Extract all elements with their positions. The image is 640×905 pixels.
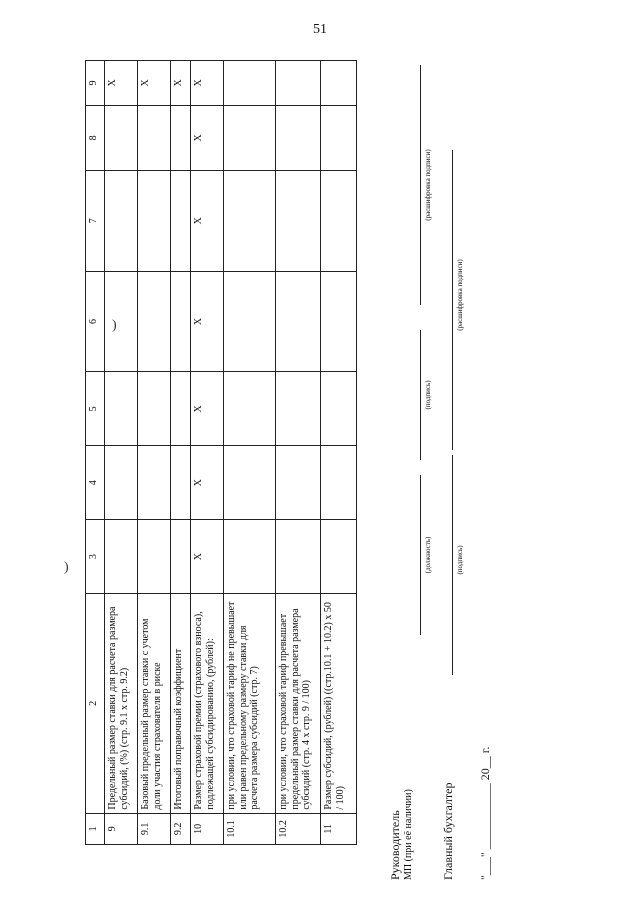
cell (171, 105, 191, 170)
cell: X (191, 520, 224, 594)
cell (105, 446, 138, 520)
cell (171, 446, 191, 520)
cell (224, 520, 276, 594)
table-row (105, 61, 138, 845)
cell (321, 446, 357, 520)
decode-line (420, 65, 421, 305)
cell (276, 61, 321, 106)
cell (321, 105, 357, 170)
cell: X (105, 61, 138, 106)
date-line: "___" ___________ 20__ г. (478, 746, 492, 880)
cell (171, 271, 191, 372)
row-number: 10.1 (224, 813, 276, 844)
table-row (276, 61, 321, 845)
cell (276, 170, 321, 271)
col-header: 6 (86, 271, 105, 372)
cell (138, 446, 171, 520)
table-row (191, 61, 224, 845)
cell (138, 105, 171, 170)
cell (138, 170, 171, 271)
cell (276, 105, 321, 170)
cell (321, 271, 357, 372)
cell (276, 520, 321, 594)
cell: X (191, 105, 224, 170)
row-number: 10 (191, 813, 224, 844)
cell (224, 61, 276, 106)
accountant-decode-line (452, 150, 453, 450)
cell (171, 170, 191, 271)
head-label: Руководитель (388, 810, 402, 880)
cell (276, 372, 321, 446)
cell (224, 372, 276, 446)
cell (224, 271, 276, 372)
cell: X (191, 271, 224, 372)
row-number: 9.2 (171, 813, 191, 844)
accountant-signature-line (452, 455, 453, 675)
row-text: при условии, что страховой тариф не превышает или равен предельному размеру ставки для расчета размера субсидий (стр. 7) (224, 594, 276, 814)
cell (321, 372, 357, 446)
col-header: 2 (86, 594, 105, 814)
row-text: Размер субсидий, (рублей) ((стр.10.1 + 10.2) х 50 / 100) (321, 594, 357, 814)
col-header: 5 (86, 372, 105, 446)
table-row (138, 61, 171, 845)
row-number: 9 (105, 813, 138, 844)
col-header: 4 (86, 446, 105, 520)
page-number: 51 (313, 22, 327, 37)
cell (105, 520, 138, 594)
cell (171, 372, 191, 446)
margin-mark-2: ) (64, 560, 69, 575)
table-row (224, 61, 276, 845)
table-row (171, 61, 191, 845)
cell: X (191, 372, 224, 446)
row-number: 11 (321, 813, 357, 844)
position-caption: (должность) (424, 536, 432, 574)
col-header: 9 (86, 61, 105, 106)
cell (105, 105, 138, 170)
row-text: Размер страховой премии (страхового взноса), подлежащей субсидированию, (рублей): (191, 594, 224, 814)
col-header: 7 (86, 170, 105, 271)
margin-mark-1: ) (112, 318, 117, 333)
row-text: Базовый предельный размер ставки с учетом доли участия страхователя в риске (138, 594, 171, 814)
signature-line (420, 330, 421, 460)
col-header: 3 (86, 520, 105, 594)
cell (224, 446, 276, 520)
cell: X (191, 446, 224, 520)
cell (105, 372, 138, 446)
cell (105, 170, 138, 271)
row-text: при условии, что страховой тариф превышает предельный размер ставки для расчета размера субсидий (стр. 4 х стр. 9 / 100) (276, 594, 321, 814)
table-header-row (86, 61, 105, 845)
cell (138, 271, 171, 372)
cell (224, 170, 276, 271)
cell (321, 61, 357, 106)
accountant-label: Главный бухгалтер (441, 782, 455, 880)
row-text: Итоговый поправочный коэффициент (171, 594, 191, 814)
position-line (420, 475, 421, 635)
row-text: Предельный размер ставки для расчета размера субсидий, (%) (стр. 9.1 х стр. 9.2) (105, 594, 138, 814)
cell (171, 520, 191, 594)
cell (321, 170, 357, 271)
table-row (321, 61, 357, 845)
cell (105, 271, 138, 372)
col-header: 1 (86, 813, 105, 844)
cell (321, 520, 357, 594)
row-number: 10.2 (276, 813, 321, 844)
cell (276, 446, 321, 520)
cell (138, 520, 171, 594)
col-header: 8 (86, 105, 105, 170)
signature-caption: (подпись) (424, 380, 432, 410)
subsidy-table (85, 60, 357, 845)
cell: X (191, 170, 224, 271)
cell (224, 105, 276, 170)
row-number: 9.1 (138, 813, 171, 844)
cell: X (191, 61, 224, 106)
accountant-decode-caption: (расшифровка подписи) (456, 259, 464, 331)
accountant-signature-caption: (подпись) (456, 545, 464, 575)
decode-caption: (расшифровка подписи) (424, 149, 432, 221)
cell (276, 271, 321, 372)
mp-label: МП (при её наличии) (403, 789, 414, 880)
cell: X (171, 61, 191, 106)
cell (138, 372, 171, 446)
cell: X (138, 61, 171, 106)
